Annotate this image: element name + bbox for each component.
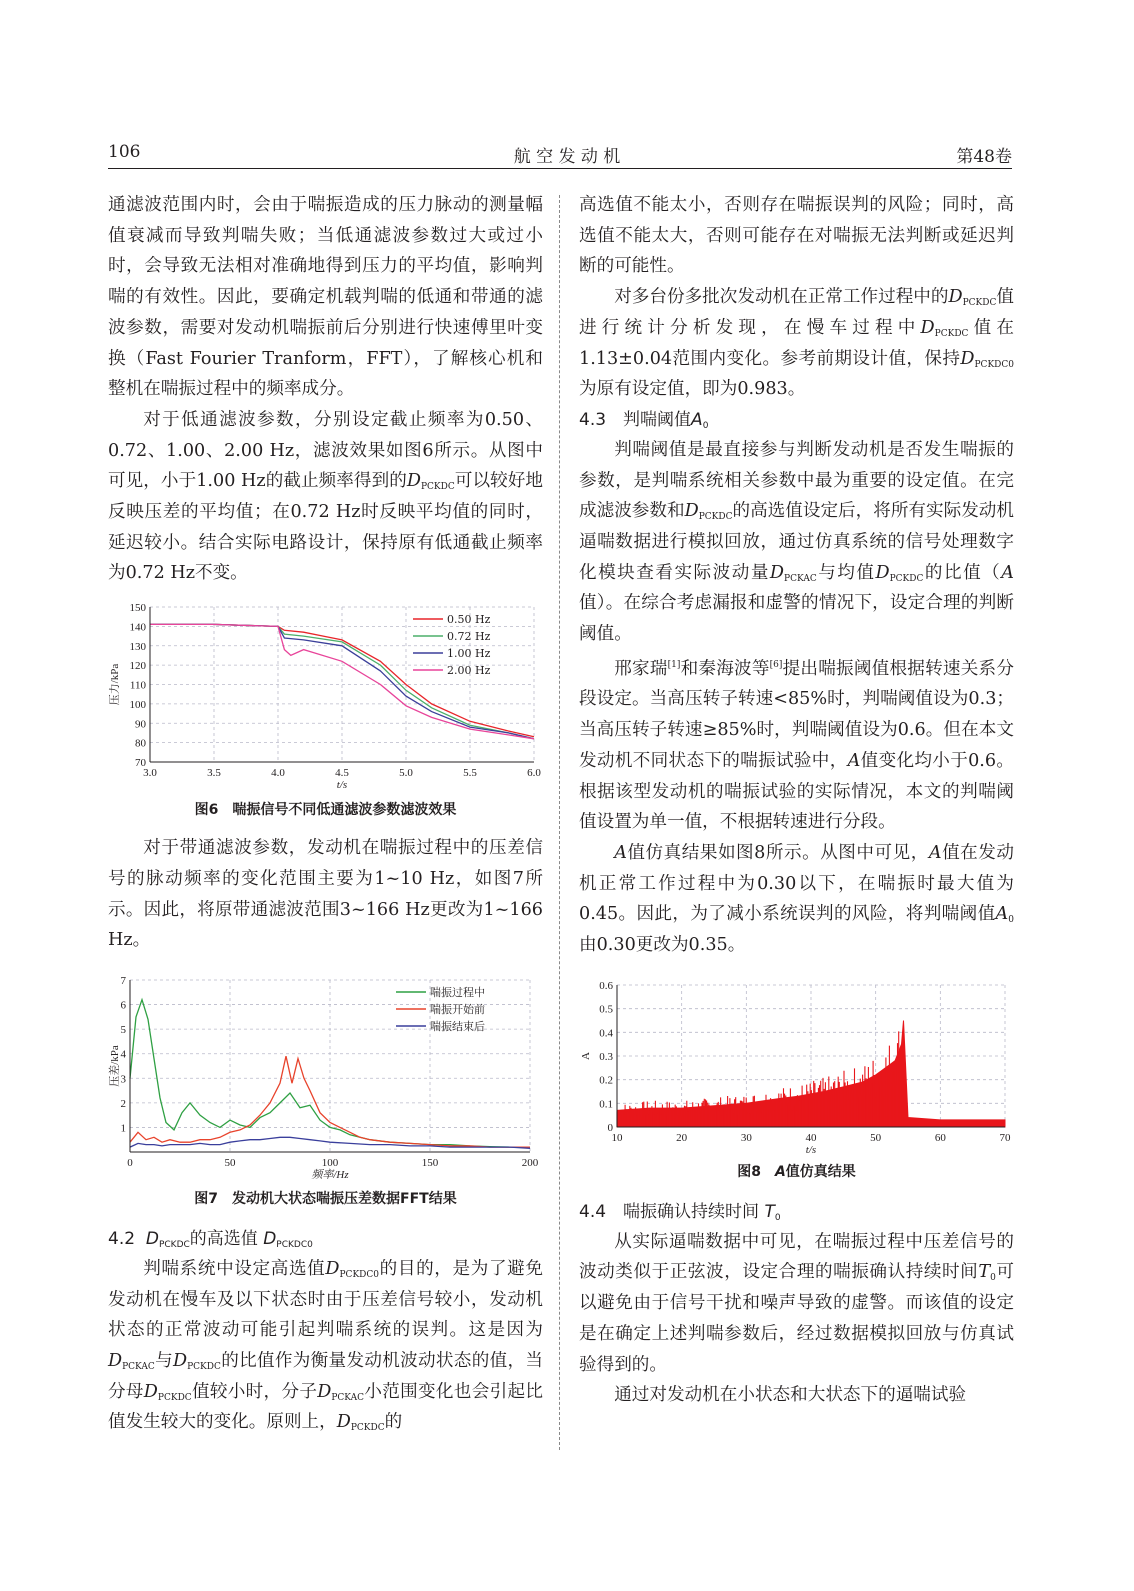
x-axis-label: t/s (336, 779, 348, 792)
section-heading-4-4: 4.4 喘振确认持续时间 $T_0$ (579, 1201, 781, 1223)
fig6-chart (108, 599, 543, 799)
x-tick-label: 50 (224, 1156, 236, 1169)
y-tick-label: 6 (120, 999, 126, 1012)
legend-label: 0.50 Hz (447, 613, 491, 627)
y-tick-label: 4 (120, 1048, 126, 1061)
x-tick-label: 6.0 (527, 767, 541, 780)
volume-label: 第48卷 (956, 147, 1012, 167)
x-tick-label: 30 (740, 1131, 752, 1144)
paragraph: 对多台份多批次发动机在正常工作过程中的$D_{PCKDC}$值进行统计分析发现，在慢车过程中$D_{PCKDC}$值在1.13±0.04范围内变化。参考前期设计值，保持$D_{PCKDC0}$为原有设定值，即为0.983。 (579, 287, 1014, 400)
left-column (108, 190, 543, 1438)
paragraph: 判喘阈值是最直接参与判断发动机是否发生喘振的参数，是判喘系统相关参数中最为重要的设定值。在完成滤波参数和$D_{PCKDC}$的高选值设定后，将所有实际发动机逼喘数据进行模拟回放，通过仿真系统的信号处理数字化模块查看实际波动量$D_{PCKAC}$与均值$D_{PCKDC}$的比值（A值）。在综合考虑漏报和虚警的情况下，设定合理的判断阈值。 (579, 439, 1014, 645)
x-tick-label: 4.0 (271, 767, 285, 780)
legend-label: 喘振结束后 (430, 1019, 485, 1033)
y-tick-label: 90 (135, 718, 146, 731)
y-tick-label: 0.3 (599, 1050, 613, 1063)
paragraph: 高选值不能太小，否则存在喘振误判的风险；同时，高选值不能太大，否则可能存在对喘振无法判断或延迟判断的可能性。 (579, 195, 1014, 277)
legend-label: 喘振过程中 (430, 985, 485, 999)
y-tick-label: 5 (120, 1024, 126, 1037)
x-axis-label: 频率/Hz (311, 1168, 349, 1181)
x-tick-label: 60 (934, 1131, 946, 1144)
x-tick-label: 4.5 (335, 767, 349, 780)
x-tick-label: 40 (805, 1131, 817, 1144)
y-tick-label: 110 (129, 679, 146, 692)
legend-label: 0.72 Hz (447, 630, 491, 644)
paragraph: A值仿真结果如图8所示。从图中可见，A值在发动机正常工作过程中为0.30以下，在喘振时最大值为0.45。因此，为了减小系统误判的风险，将判喘阈值$A_0$由0.30更改为0.35。 (579, 842, 1014, 956)
right-column (579, 190, 1014, 1411)
y-tick-label: 0.2 (599, 1074, 613, 1087)
y-tick-label: 0.4 (599, 1027, 613, 1040)
y-tick-label: 2 (120, 1097, 126, 1110)
fig7-chart (108, 970, 543, 1188)
section-heading-4-3: 4.3 判喘阈值$A_0$ (579, 409, 709, 431)
x-tick-label: 3.5 (207, 767, 221, 780)
y-tick-label: 120 (129, 660, 146, 673)
y-axis-label: A (580, 1051, 592, 1060)
paragraph: 对于带通滤波参数，发动机在喘振过程中的压差信号的脉动频率的变化范围主要为1~10 Hz，如图7所示。因此，将原带通滤波范围3~166 Hz更改为1~166 Hz。 (108, 838, 543, 951)
x-tick-label: 50 (870, 1131, 882, 1144)
legend-label: 2.00 Hz (447, 664, 491, 678)
page-number: 106 (108, 142, 141, 162)
y-tick-label: 0.6 (599, 979, 613, 992)
x-tick-label: 150 (421, 1156, 439, 1169)
x-tick-label: 5.0 (399, 767, 413, 780)
y-tick-label: 70 (135, 757, 146, 770)
journal-title: 航 空 发 动 机 (513, 147, 621, 167)
section-heading-4-2: 4.2 $D_{PCKDC}$的高选值 $D_{PCKDC0}$ (108, 1228, 313, 1250)
legend-label: 喘振开始前 (430, 1002, 485, 1016)
y-tick-label: 0.5 (599, 1003, 613, 1016)
y-tick-label: 150 (129, 602, 146, 615)
y-axis-label: 压差/kPa (109, 1045, 121, 1087)
paragraph: 判喘系统中设定高选值$D_{PCKDC0}$的目的，是为了避免发动机在慢车及以下状态时由于压差信号较小，发动机状态的正常波动可能引起判喘系统的误判。这是因为$D_{PCKAC}$与$D_{PCKDC}$的比值作为衡量发动机波动状态的值，当分母$D_{PCKDC}$值较小时，分子$D_{PCKAC}$小范围变化也会引起比值发生较大的变化。原则上，$D_{PCKDC}$的 (108, 1258, 543, 1434)
x-tick-label: 100 (321, 1156, 339, 1169)
paragraph: 从实际逼喘数据中可见，在喘振过程中压差信号的波动类似于正弦波，设定合理的喘振确认持续时间$T_0$可以避免由于信号干扰和噪声导致的虚警。而该值的设定是在确定上述判喘参数后，经过数据模拟回放与仿真试验得到的。 (579, 1231, 1014, 1375)
legend-label: 1.00 Hz (447, 647, 491, 661)
figure-caption: 图6 喘振信号不同低通滤波参数滤波效果 (194, 802, 457, 819)
y-tick-label: 1 (120, 1122, 126, 1135)
y-tick-label: 0 (607, 1121, 613, 1134)
column-divider (559, 195, 560, 1450)
y-tick-label: 140 (129, 621, 146, 634)
x-axis-label: t/s (805, 1143, 817, 1156)
paragraph: 对于低通滤波参数，分别设定截止频率为0.50、0.72、1.00、2.00 Hz，滤波效果如图6所示。从图中可见，小于1.00 Hz的截止频率得到的$D_{PCKDC}$可以较好地反映压差的平均值；在0.72 Hz时反映平均值的同时，延迟较小。结合实际电路设计，保持原有低通截止频率为0.72 Hz不变。 (108, 409, 543, 584)
header-rule (108, 168, 1012, 169)
y-tick-label: 0.1 (599, 1098, 613, 1111)
y-tick-label: 130 (129, 640, 146, 653)
x-tick-label: 5.5 (463, 767, 477, 780)
series-spikes (617, 1031, 903, 1127)
x-tick-label: 20 (676, 1131, 688, 1144)
figure-6 (108, 599, 543, 821)
y-tick-label: 100 (129, 699, 146, 712)
x-tick-label: 0 (127, 1156, 133, 1169)
y-tick-label: 80 (135, 737, 146, 750)
y-tick-label: 3 (120, 1073, 126, 1086)
x-tick-label: 200 (521, 1156, 539, 1169)
x-tick-label: 70 (999, 1131, 1011, 1144)
y-axis-label: 压力/kPa (109, 663, 121, 706)
paragraph: 通过对发动机在小状态和大状态下的逼喘试验 (614, 1385, 967, 1406)
figure-8 (579, 975, 1014, 1183)
figure-caption: 图8 A值仿真结果 (737, 1163, 856, 1180)
figure-caption: 图7 发动机大状态喘振压差数据FFT结果 (194, 1190, 457, 1207)
paragraph: 通滤波范围内时，会由于喘振造成的压力脉动的测量幅值衰减而导致判喘失败；当低通滤波参数过大或过小时，会导致无法相对准确地得到压力的平均值，影响判喘的有效性。因此，要确定机载判喘的低通和带通的滤波参数，需要对发动机喘振前后分别进行快速傅里叶变换（Fast Fourier Tranform，FFT），了解核心机和整机在喘振过程中的频率成分。 (108, 195, 543, 400)
paragraph: 邢家瑞[1]和秦海波等[6]提出喘振阈值根据转速关系分段设定。当高压转子转速<85%时，判喘阈值设为0.3；当高压转子转速≥85%时，判喘阈值设为0.6。但在本文发动机不同状态下的喘振试验中，A值变化均小于0.6。根据该型发动机的喘振试验的实际情况，本文的判喘阈值设置为单一值，不根据转速进行分段。 (579, 658, 1014, 833)
figure-7 (108, 970, 543, 1210)
y-tick-label: 7 (120, 974, 126, 987)
fig8-chart (579, 975, 1014, 1161)
x-tick-label: 10 (611, 1131, 623, 1144)
x-tick-label: 3.0 (143, 767, 157, 780)
